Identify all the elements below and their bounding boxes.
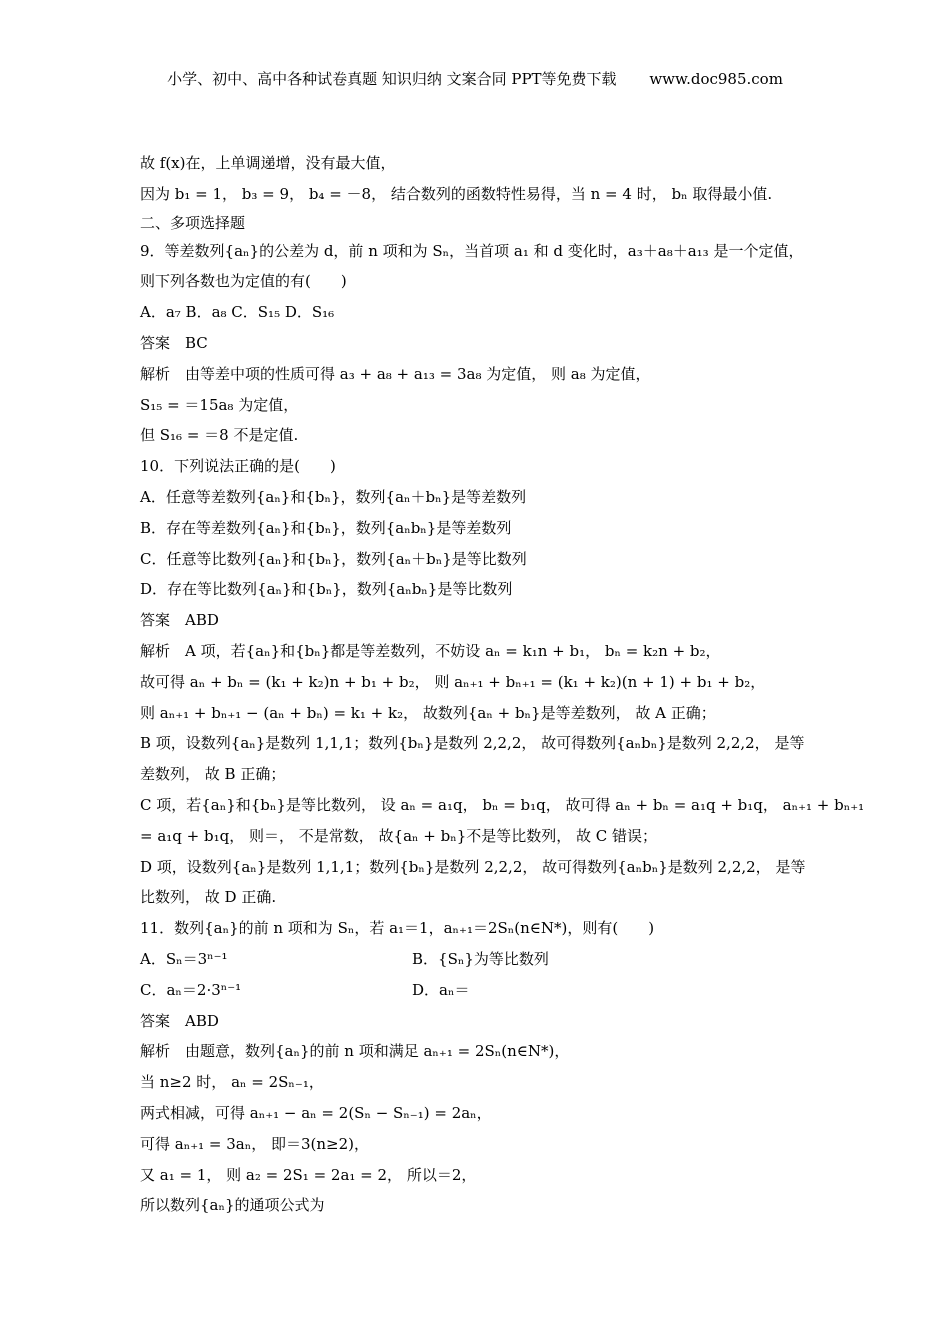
question-10: 10．下列说法正确的是( ) bbox=[140, 457, 336, 476]
text-line: 比数列， 故 D 正确. bbox=[140, 888, 277, 907]
text-line: B 项，设数列{aₙ}是数列 1,1,1；数列{bₙ}是数列 2,2,2， 故可得数列{aₙbₙ}是数列 2,2,2， 是等 bbox=[140, 734, 805, 753]
document-body bbox=[140, 148, 865, 1221]
text-line: 当 n≥2 时， aₙ = 2Sₙ₋₁， bbox=[140, 1073, 324, 1092]
header-site: www.doc985.com bbox=[649, 70, 783, 88]
text-line: 故 f(x)在，上单调递增，没有最大值， bbox=[140, 154, 396, 172]
option-b: B．存在等差数列{aₙ}和{bₙ}，数列{aₙbₙ}是等差数列 bbox=[140, 518, 512, 537]
answer-11: 答案 ABD bbox=[140, 1011, 219, 1030]
question-9: 9．等差数列{aₙ}的公差为 d，前 n 项和为 Sₙ，当首项 a₁ 和 d 变化时，a₃＋a₈＋a₁₃ 是一个定值， bbox=[140, 241, 804, 260]
options-row-1 bbox=[140, 944, 830, 975]
text-line: 所以数列{aₙ}的通项公式为 bbox=[140, 1196, 325, 1215]
option-b: B．{Sₙ}为等比数列 bbox=[412, 949, 549, 968]
text-line: 但 S₁₆ = ＝8 不是定值. bbox=[140, 426, 299, 445]
question-9-options: A．a₇ B．a₈ C．S₁₅ D．S₁₆ bbox=[140, 303, 335, 322]
option-d: D．存在等比数列{aₙ}和{bₙ}，数列{aₙbₙ}是等比数列 bbox=[140, 580, 513, 599]
text-line: 两式相减，可得 aₙ₊₁ − aₙ = 2(Sₙ − Sₙ₋₁) = 2aₙ， bbox=[140, 1103, 492, 1122]
analysis-10: 解析 A 项，若{aₙ}和{bₙ}都是等差数列，不妨设 aₙ = k₁n + b₁， bₙ = k₂n + b₂， bbox=[140, 641, 721, 660]
header-text: 小学、初中、高中各种试卷真题 知识归纳 文案合同 PPT等免费下载 bbox=[167, 70, 617, 88]
analysis-9: 解析 由等差中项的性质可得 a₃ + a₈ + a₁₃ = 3a₈ 为定值， 则 a₈ 为定值， bbox=[140, 364, 651, 383]
text-line: 故可得 aₙ + bₙ = (k₁ + k₂)n + b₁ + b₂， 则 aₙ₊₁ + bₙ₊₁ = (k₁ + k₂)(n + 1) + b₁ + b₂， bbox=[140, 672, 766, 691]
text-line: S₁₅ = ＝15a₈ 为定值， bbox=[140, 395, 299, 414]
option-d: D．aₙ＝ bbox=[412, 980, 470, 999]
text-line: 差数列， 故 B 正确； bbox=[140, 765, 286, 784]
options-row-2 bbox=[140, 975, 830, 1006]
text-line: 可得 aₙ₊₁ = 3aₙ， 即＝3(n≥2)， bbox=[140, 1134, 369, 1153]
section-heading: 二、多项选择题 bbox=[140, 213, 246, 232]
text-line: C 项，若{aₙ}和{bₙ}是等比数列， 设 aₙ = a₁q， bₙ = b₁q， 故可得 aₙ + bₙ = a₁q + b₁q， aₙ₊₁ + bₙ₊₁ bbox=[140, 795, 865, 814]
analysis-11: 解析 由题意，数列{aₙ}的前 n 项和满足 aₙ₊₁ = 2Sₙ(n∈N*)， bbox=[140, 1042, 570, 1061]
text-line: D 项，设数列{aₙ}是数列 1,1,1；数列{bₙ}是数列 2,2,2， 故可得数列{aₙbₙ}是数列 2,2,2， 是等 bbox=[140, 857, 806, 876]
option-a: A．Sₙ＝3ⁿ⁻¹ bbox=[140, 949, 228, 968]
answer-10: 答案 ABD bbox=[140, 611, 219, 630]
question-11: 11．数列{aₙ}的前 n 项和为 Sₙ，若 a₁＝1，aₙ₊₁＝2Sₙ(n∈N*)，则有( ) bbox=[140, 919, 655, 938]
text-line: 又 a₁ = 1， 则 a₂ = 2S₁ = 2a₁ = 2， 所以＝2， bbox=[140, 1165, 477, 1184]
text-line: 因为 b₁ = 1， b₃ = 9， b₄ = －8， 结合数列的函数特性易得，当 n = 4 时， bₙ 取得最小值. bbox=[140, 184, 773, 203]
answer-9: 答案 BC bbox=[140, 333, 208, 352]
text-line: = a₁q + b₁q， 则＝， 不是常数， 故{aₙ + bₙ}不是等比数列， 故 C 错误； bbox=[140, 826, 658, 845]
question-9-cont: 则下列各数也为定值的有( ) bbox=[140, 272, 347, 291]
option-a: A．任意等差数列{aₙ}和{bₙ}，数列{aₙ＋bₙ}是等差数列 bbox=[140, 487, 527, 506]
page-header bbox=[0, 68, 950, 89]
option-c: C．aₙ＝2·3ⁿ⁻¹ bbox=[140, 980, 242, 999]
text-line: 则 aₙ₊₁ + bₙ₊₁ − (aₙ + bₙ) = k₁ + k₂， 故数列{aₙ + bₙ}是等差数列， 故 A 正确； bbox=[140, 703, 716, 722]
option-c: C．任意等比数列{aₙ}和{bₙ}，数列{aₙ＋bₙ}是等比数列 bbox=[140, 549, 527, 568]
